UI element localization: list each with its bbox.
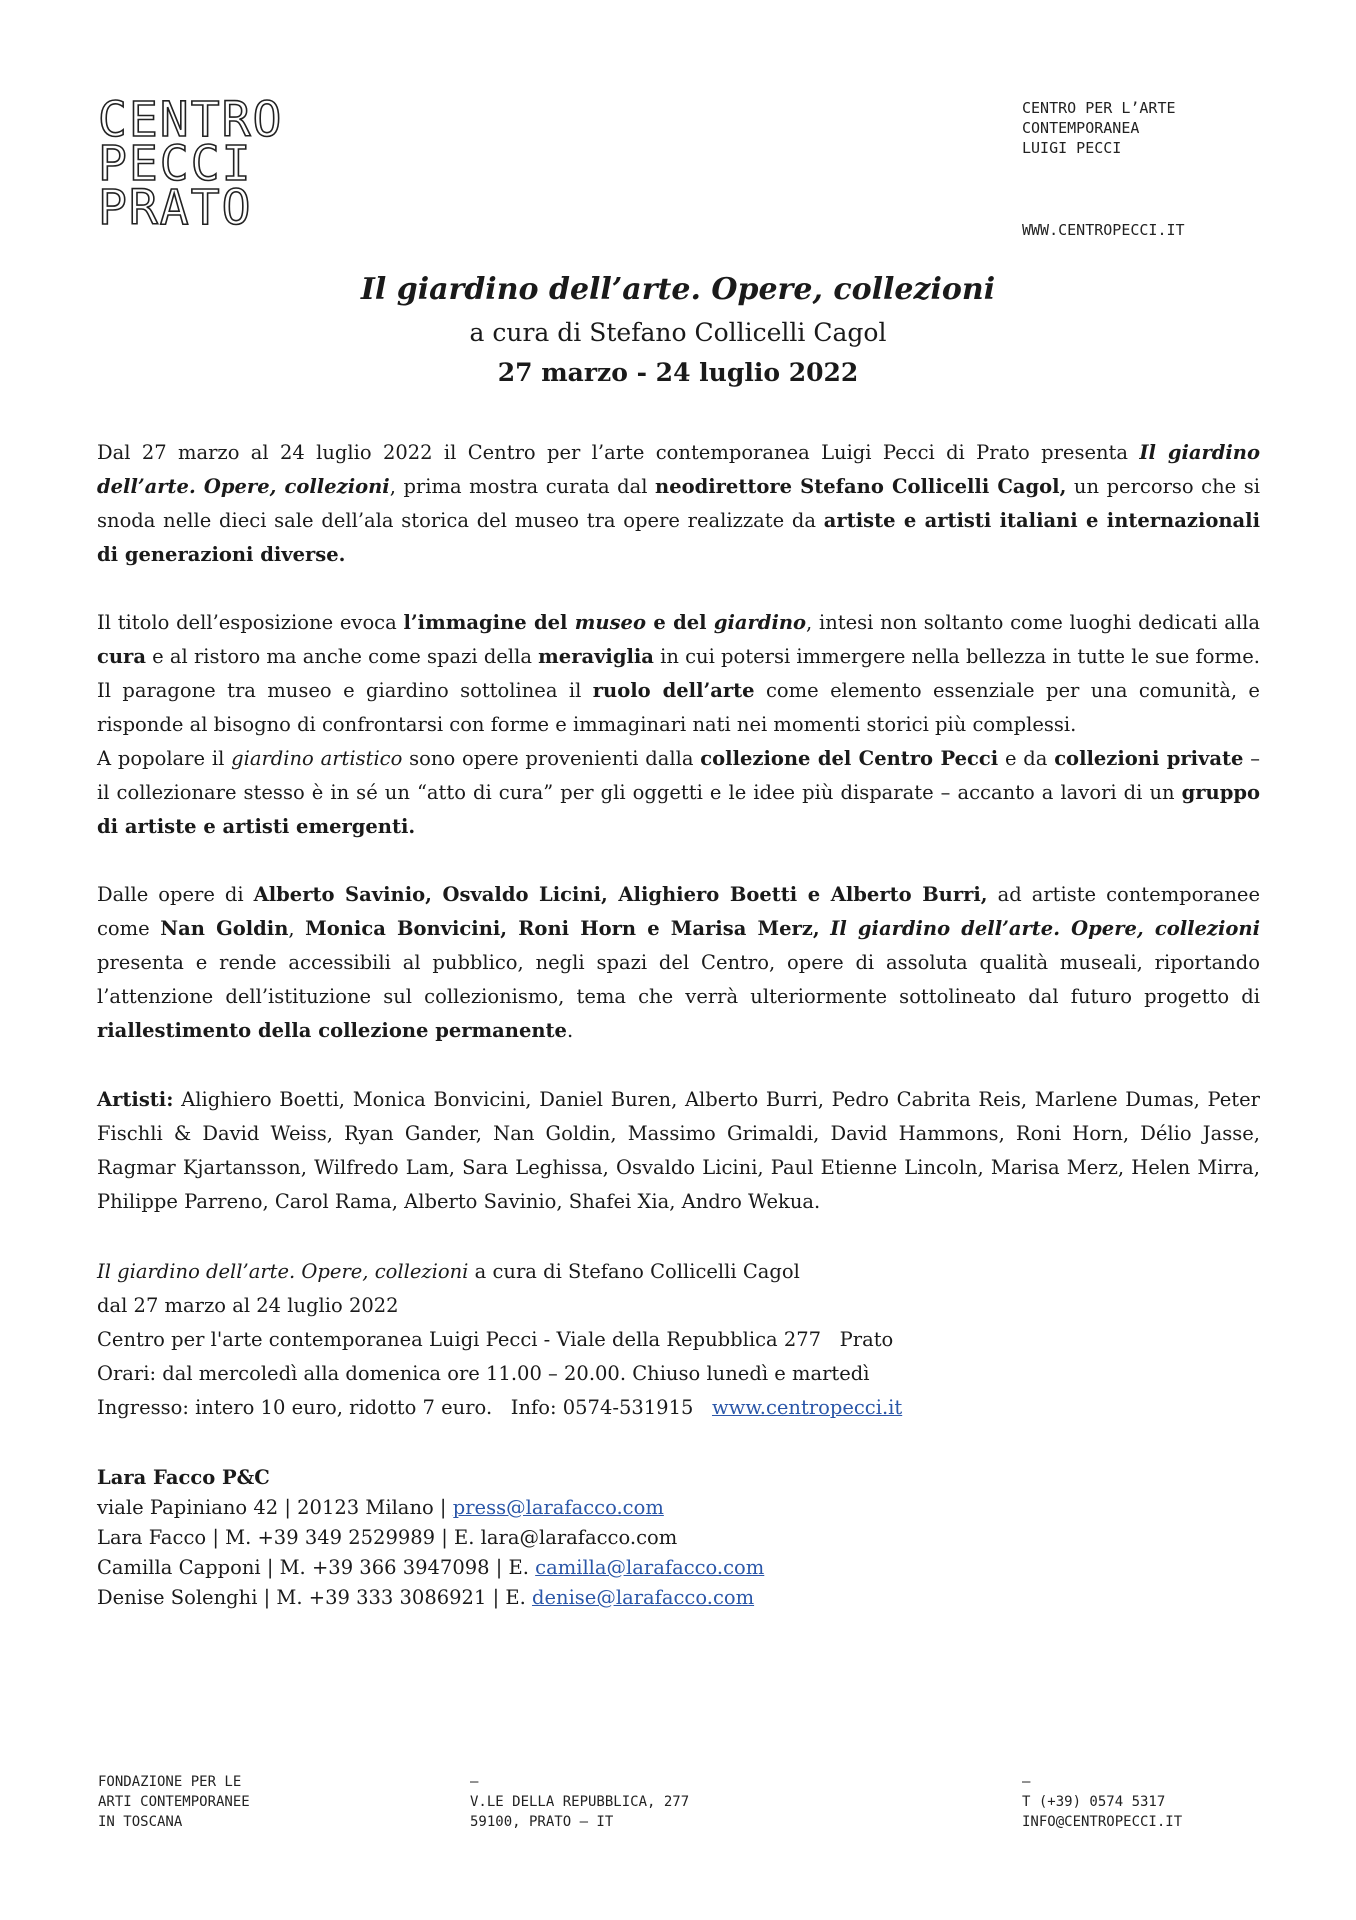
header-org-line: CENTRO PER L’ARTE: [1022, 99, 1176, 117]
text: Il giardino dell’arte. Opere, collezioni: [97, 441, 1260, 498]
text: e del: [645, 611, 714, 634]
text: Il giardino dell’arte. Opere, collezioni: [830, 917, 1260, 940]
text: Dal 27 marzo al 24 luglio 2022 il Centro per l’arte contemporanea Luigi Pecci di Prato presenta: [97, 441, 1140, 464]
agency-name: Lara Facco P&C: [97, 1466, 270, 1489]
text: Il titolo dell’esposizione evoca: [97, 611, 404, 634]
footer-line: —: [1022, 1774, 1031, 1790]
centro-pecci-logo: [98, 92, 284, 236]
text: .: [566, 1019, 574, 1042]
text: ad artiste contemporanee come: [97, 883, 1260, 940]
text: Nan Goldin: [160, 917, 289, 940]
footer-address: [470, 1772, 689, 1832]
text: sono opere provenienti dalla: [402, 747, 701, 770]
text: artiste e artisti italiani e internazionali di generazioni diverse.: [97, 509, 1260, 566]
footer-line: IN TOSCANA: [98, 1814, 183, 1830]
exhibition-curator: a cura di Stefano Collicelli Cagol: [469, 318, 887, 347]
contact-lara: Lara Facco | M. +39 349 2529989 | E. lara@larafacco.com: [97, 1526, 678, 1549]
paragraph-artists-overview: [97, 878, 1260, 1048]
press-contacts: [97, 1463, 764, 1613]
text: , prima mostra curata dal: [389, 475, 656, 498]
footer-line: FONDAZIONE PER LE: [98, 1774, 242, 1790]
text: Monica Bonvicini, Roni Horn e Marisa Merz,: [305, 917, 820, 940]
header-org-line: LUIGI PECCI: [1022, 139, 1122, 157]
artists-names: Alighiero Boetti, Monica Bonvicini, Daniel Buren, Alberto Burri, Pedro Cabrita Reis, Marlene Dumas, Peter Fischli & David Weiss, Ryan Gander, Nan Goldin, Massimo Grimaldi, David Hammons, Roni Horn, Délio Jasse, Ragmar Kjartansson, Wilfredo Lam, Sara Leghissa, Osvaldo Licini, Paul Etienne Lincoln, Marisa Merz, Helen Mirra, Philippe Parreno, Carol Rama, Alberto Savinio, Shafei Xia, Andro Wekua.: [97, 1088, 1260, 1213]
footer-line: 59100, PRATO – IT: [470, 1814, 614, 1830]
text: – il collezionare stesso è in sé un “atto di cura” per gli oggetti e le idee più disparate – accanto a lavori di un: [97, 747, 1260, 804]
text: e al ristoro ma anche come spazi della: [145, 645, 539, 668]
header-org-line: CONTEMPORANEA: [1022, 119, 1140, 137]
exhibition-title: Il giardino dell’arte. Opere, collezioni: [360, 272, 996, 307]
text: meraviglia: [538, 645, 654, 668]
footer-line: T (+39) 0574 5317: [1022, 1794, 1166, 1810]
text: e da: [998, 747, 1055, 770]
contact-denise: Denise Solenghi | M. +39 333 3086921 | E.: [97, 1586, 532, 1609]
paragraph-concept: [97, 606, 1260, 844]
footer-line: INFO@CENTROPECCI.IT: [1022, 1814, 1183, 1830]
text: un percorso che si snoda nelle dieci sale dell’ala storica del museo tra opere realizzate da: [97, 475, 1260, 532]
logo-line: PECCI: [98, 136, 253, 192]
text: giardino: [713, 611, 807, 634]
info-tickets: Ingresso: intero 10 euro, ridotto 7 euro. Info: 0574-531915: [97, 1396, 712, 1419]
text: collezione del Centro Pecci: [700, 747, 999, 770]
text: riallestimento della collezione permanente: [97, 1019, 567, 1042]
text: cura: [97, 645, 146, 668]
text: in cui potersi immergere nella bellezza in tutte le sue forme. Il paragone tra museo e giardino sottolinea il: [97, 645, 1260, 702]
header-url: WWW.CENTROPECCI.IT: [1022, 221, 1185, 239]
logo-line: PRATO: [98, 180, 253, 236]
info-curator: a cura di Stefano Collicelli Cagol: [468, 1260, 800, 1283]
text: A popolare il: [97, 747, 232, 770]
info-hours: Orari: dal mercoledì alla domenica ore 11.00 – 20.00. Chiuso lunedì e martedì: [97, 1362, 870, 1385]
paragraph-intro: [97, 436, 1260, 572]
text: collezioni private: [1054, 747, 1244, 770]
artists-list: [97, 1083, 1260, 1219]
text: l’immagine del: [403, 611, 575, 634]
text: giardino artistico: [231, 747, 403, 770]
text: gruppo di artiste e artisti emergenti.: [97, 781, 1260, 838]
info-dates: dal 27 marzo al 24 luglio 2022: [97, 1294, 399, 1317]
footer-contact: [1022, 1772, 1182, 1832]
text: presenta e rende accessibili al pubblico, negli spazi del Centro, opere di assoluta qualità museali, riportando l’attenzione dell’istituzione sul collezionismo, tema che verrà ulteriormente sottolineato dal futuro progetto di: [97, 951, 1260, 1008]
text: ruolo dell’arte: [592, 679, 755, 702]
text: come elemento essenziale per una comunità, e risponde al bisogno di confrontarsi con forme e immaginari nati nei momenti storici più complessi.: [97, 679, 1260, 736]
exhibition-info: [97, 1255, 902, 1425]
text: Dalle opere di: [97, 883, 254, 906]
agency-address: viale Papiniano 42 | 20123 Milano |: [97, 1496, 453, 1519]
contact-camilla: Camilla Capponi | M. +39 366 3947098 | E.: [97, 1556, 536, 1579]
exhibition-dates: 27 marzo - 24 luglio 2022: [497, 358, 859, 387]
text: neodirettore Stefano Collicelli Cagol,: [655, 475, 1067, 498]
denise-email-link[interactable]: denise@larafacco.com: [531, 1586, 755, 1609]
footer-foundation: [98, 1772, 250, 1832]
info-venue: Centro per l'arte contemporanea Luigi Pecci - Viale della Repubblica 277 Prato: [97, 1328, 894, 1351]
header-org-name: [1022, 98, 1176, 158]
camilla-email-link[interactable]: camilla@larafacco.com: [535, 1556, 765, 1579]
footer-line: V.LE DELLA REPUBBLICA, 277: [470, 1794, 690, 1810]
footer-line: ARTI CONTEMPORANEE: [98, 1794, 250, 1810]
text: Alberto Savinio, Osvaldo Licini, Alighiero Boetti e Alberto Burri,: [253, 883, 988, 906]
press-email-link[interactable]: press@larafacco.com: [452, 1496, 664, 1519]
website-link[interactable]: www.centropecci.it: [711, 1396, 903, 1419]
text: , intesi non soltanto come luoghi dedicati alla: [806, 611, 1260, 634]
info-title: Il giardino dell’arte. Opere, collezioni: [97, 1260, 469, 1283]
text: [820, 917, 831, 940]
artists-label: Artisti:: [97, 1088, 174, 1111]
text: museo: [574, 611, 646, 634]
text: ,: [288, 917, 306, 940]
logo-line: CENTRO: [98, 92, 284, 148]
footer-line: —: [470, 1774, 479, 1790]
